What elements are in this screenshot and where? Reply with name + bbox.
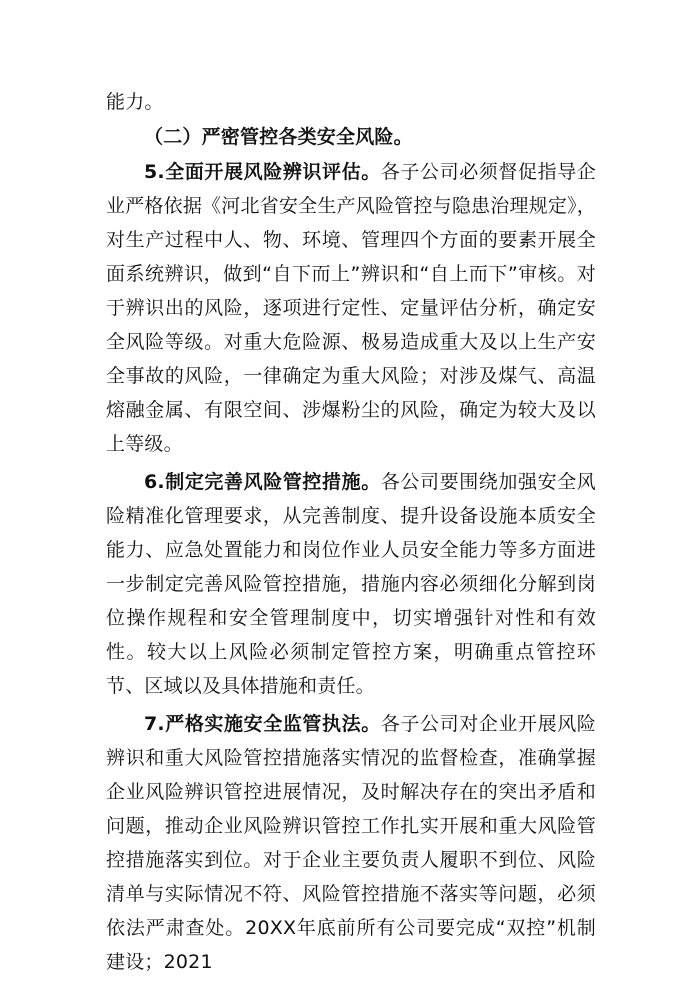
paragraph-risk-measures [106,465,596,703]
item-7-heading: 7.严格实施安全监管执法。 [144,713,381,735]
item-5-body: 各子公司必须督促指导企业严格依据《河北省安全生产风险管控与隐患治理规定》，对生产过程中人、物、环境、管理四个方面的要素开展全面系统辨识，做到“自下而上”辨识和“自上而下”审核。对于辨识出的风险，逐项进行定性、定量评估分析，确定安全风险等级。对重大危险源、极易造成重大及以上生产安全事故的风险，一律确定为重大风险；对涉及煤气、高温熔融金属、有限空间、涉爆粉尘的风险，确定为较大及以上等级。 [106,161,596,455]
paragraph-supervision [106,707,596,979]
section-heading: （二）严密管控各类安全风险。 [144,126,413,148]
document-page [106,85,596,979]
paragraph-continuation: 能力。 [106,91,164,113]
item-7-body: 各子公司对企业开展风险辨识和重大风险管控措施落实情况的监督检查，准确掌握企业风险辨识管控进展情况，及时解决存在的突出矛盾和问题，推动企业风险辨识管控工作扎实开展和重大风险管控措施落实到位。对于企业主要负责人履职不到位、风险清单与实际情况不符、风险管控措施不落实等问题，必须依法严肃查处。20XX年底前所有公司要完成“双控”机制建设；2021 [106,713,596,973]
paragraph-risk-identification [106,155,596,461]
item-6-body: 各公司要围绕加强安全风险精准化管理要求，从完善制度、提升设备设施本质安全能力、应急处置能力和岗位作业人员安全能力等多方面进一步制定完善风险管控措施，措施内容必须细化分解到岗位操作规程和安全管理制度中，切实增强针对性和有效性。较大以上风险必须制定管控方案，明确重点管控环节、区域以及具体措施和责任。 [106,471,596,697]
item-5-heading: 5.全面开展风险辨识评估。 [144,161,381,183]
item-6-heading: 6.制定完善风险管控措施。 [144,471,381,493]
